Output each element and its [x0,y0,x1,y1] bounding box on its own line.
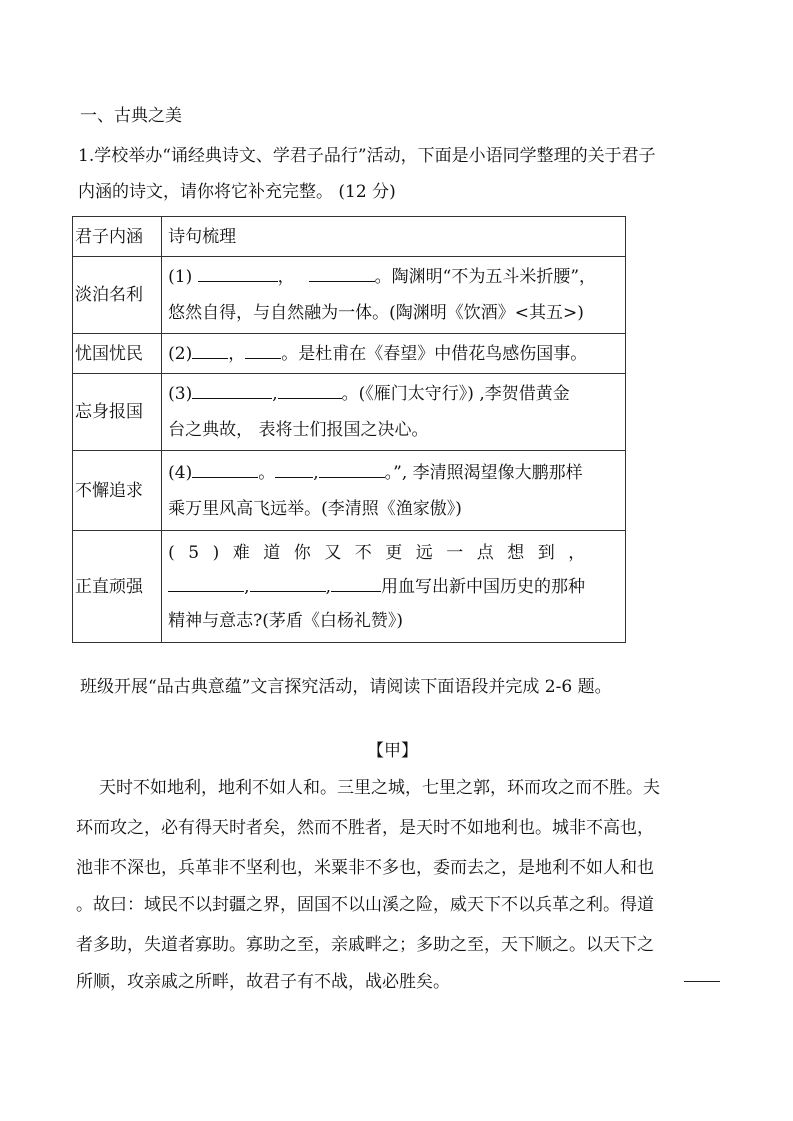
answer-blank[interactable] [192,463,258,478]
row-content [162,374,626,451]
row-line: (5)难道你又不更远一点想到， [168,542,599,563]
row-label: 不懈追求 [73,451,162,531]
row-line: 精神与意志?(茅盾《白杨礼赞》) [168,610,404,631]
row-label: 忧国忧民 [73,334,162,374]
row-line: 悠然自得，与自然融为一体。(陶渊明《饮酒》<其五>) [168,303,584,323]
row-label: 忘身报国 [73,374,162,451]
header-cell-meaning: 君子内涵 [73,217,162,257]
table-header-row [73,217,626,257]
passage-line: 池非不深也，兵革非不坚利也，米粟非不多也，委而去之，是地利不如人和也 [76,858,654,878]
row-line: (1) ， 。陶渊明“不为五斗米折腰”， [168,267,597,287]
answer-blank[interactable] [192,384,272,399]
row-line: , , 用血写出新中国历史的那种 [168,577,621,597]
header-cell-poems: 诗句梳理 [162,217,626,257]
answer-blank[interactable] [319,463,385,478]
answer-blank[interactable] [198,267,278,282]
answer-blank[interactable] [331,577,381,592]
answer-blank[interactable] [278,384,342,399]
answer-blank[interactable] [245,344,281,359]
row-line: 台之典故， 表将士们报国之决心。 [168,420,429,440]
passage-line: 天时不如地利，地利不如人和。三里之城，七里之郭，环而攻之而不胜。夫 [99,778,660,798]
class-activity-text: 班级开展“品古典意蕴”文言探究活动，请阅读下面语段并完成 2-6 题。 [80,677,612,697]
table-row [73,531,626,643]
passage-line: 环而攻之，必有得天时者矣，然而不胜者，是天时不如地利也。城非不高也， [76,818,654,838]
passage-line: 者多助，失道者寡助。寡助之至，亲戚畔之；多助之至，天下顺之。以天下之 [76,935,654,955]
passage-label: 【甲】 [367,741,418,761]
answer-blank[interactable] [250,577,326,592]
row-content [162,451,626,531]
answer-blank[interactable] [168,577,244,592]
table-row [73,257,626,334]
row-content [162,334,626,374]
table-row [73,451,626,531]
row-content [162,531,626,643]
answer-blank[interactable] [275,463,313,478]
question-1-text-line-1: 1.学校举办“诵经典诗文、学君子品行”活动，下面是小语同学整理的关于君子 [78,146,656,166]
poem-table [72,216,626,643]
answer-blank[interactable] [309,267,375,282]
passage-line: 所顺，攻亲戚之所畔，故君子有不战，战必胜矣。 [76,972,450,992]
table-row [73,374,626,451]
row-line: (2) ， 。是杜甫在《春望》中借花鸟感伤国事。 [168,343,588,364]
row-label: 正直顽强 [73,531,162,643]
row-label: 淡泊名利 [73,257,162,334]
row-line: (3) , 。(《雁门太守行》) ,李贺借黄金 [168,384,570,404]
table-row [73,334,626,374]
answer-blank[interactable] [192,344,228,359]
row-line: (4) 。 , 。”, 李清照渴望像大鹏那样 [168,462,583,483]
section-heading: 一、古典之美 [80,106,182,126]
passage-line: 。故曰：域民不以封疆之界，固国不以山溪之险，威天下不以兵革之利。得道 [76,895,654,915]
attribution-dash [684,981,720,982]
row-content [162,257,626,334]
question-1-text-line-2: 内涵的诗文，请你将它补充完整。 (12 分) [78,182,396,202]
row-line: 乘万里风高飞远举。(李清照《渔家傲》) [168,498,462,519]
